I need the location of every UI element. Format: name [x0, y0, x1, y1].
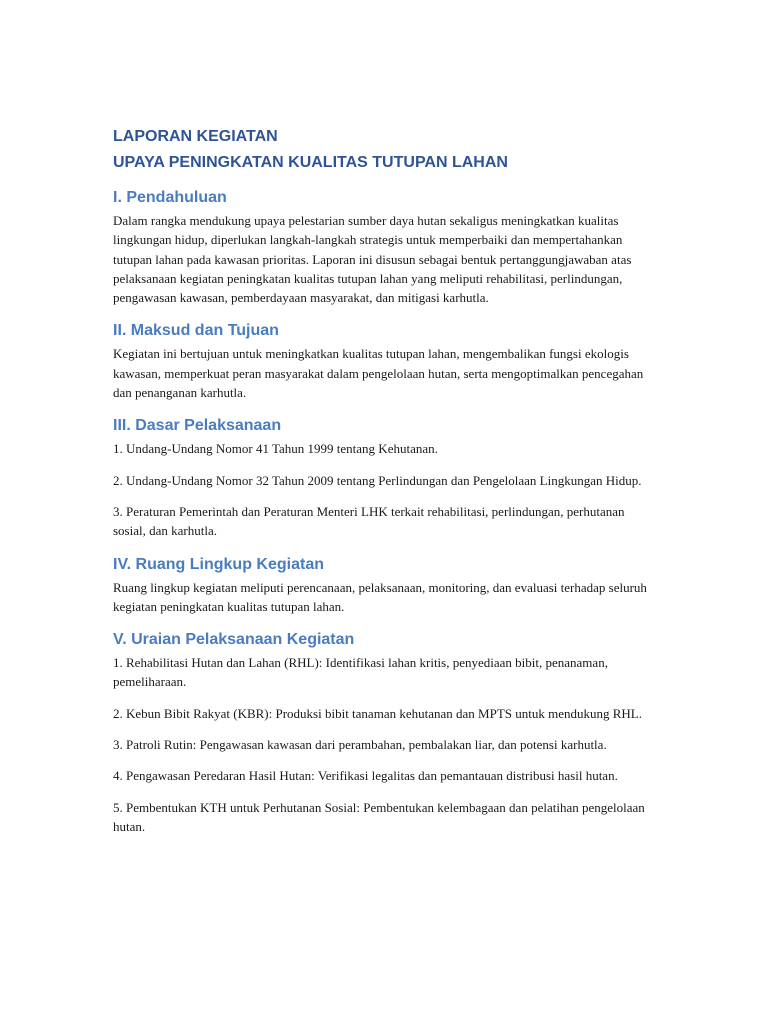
section-maksud-tujuan [113, 321, 648, 402]
list-item: 3. Patroli Rutin: Pengawasan kawasan dari perambahan, pembalakan liar, dan potensi karhutla. [113, 737, 607, 753]
list-item: 3. Peraturan Pemerintah dan Peraturan Menteri LHK terkait rehabilitasi, perlindungan, perhutanan sosial, dan karhutla. [113, 503, 625, 539]
title-line-2: UPAYA PENINGKATAN KUALITAS TUTUPAN LAHAN [113, 154, 508, 171]
section-heading: III. Dasar Pelaksanaan [113, 417, 282, 435]
section-heading: I. Pendahuluan [113, 189, 227, 206]
list-item: 1. Rehabilitasi Hutan dan Lahan (RHL): Identifikasi lahan kritis, penyediaan bibit, penanaman, pemeliharaan. [113, 655, 608, 690]
list-item: 4. Pengawasan Peredaran Hasil Hutan: Verifikasi legalitas dan pemantauan distribusi hasil hutan. [113, 768, 618, 784]
section-heading: II. Maksud dan Tujuan [113, 322, 279, 340]
section-paragraph: Dalam rangka mendukung upaya pelestarian sumber daya hutan sekaligus meningkatkan kualitas lingkungan hidup, diperlukan langkah-langkah strategis untuk memperbaiki dan mempertahankan tutupan lahan pada kawasan prioritas. Laporan ini disusun sebagai bentuk pertanggungjawaban atas pelaksanaan kegiatan peningkatan kualitas tutupan lahan yang meliputi rehabilitasi, perlindungan, pengawasan kawasan, pemberdayaan masyarakat, dan mitigasi karhutla. [113, 213, 632, 306]
list-item: 1. Undang-Undang Nomor 41 Tahun 1999 tentang Kehutanan. [113, 441, 438, 457]
list-item: 2. Undang-Undang Nomor 32 Tahun 2009 tentang Perlindungan dan Pengelolaan Lingkungan Hidup. [113, 472, 642, 488]
section-paragraph: Kegiatan ini bertujuan untuk meningkatkan kualitas tutupan lahan, mengembalikan fungsi ekologis kawasan, memperkuat peran masyarakat dalam pengelolaan hutan, serta mengoptimalkan pencegahan dan penanganan karhutla. [113, 346, 644, 401]
section-heading: V. Uraian Pelaksanaan Kegiatan [113, 631, 355, 649]
document-title [113, 124, 648, 176]
list-item: 2. Kebun Bibit Rakyat (KBR): Produksi bibit tanaman kehutanan dan MPTS untuk mendukung RHL. [113, 705, 642, 721]
section-uraian-pelaksanaan [113, 630, 648, 836]
list-item: 5. Pembentukan KTH untuk Perhutanan Sosial: Pembentukan kelembagaan dan pelatihan pengelolaan hutan. [113, 799, 645, 834]
section-heading: IV. Ruang Lingkup Kegiatan [113, 555, 324, 573]
section-dasar-pelaksanaan [113, 416, 648, 540]
section-ruang-lingkup [113, 555, 648, 617]
section-paragraph: Ruang lingkup kegiatan meliputi perencanaan, pelaksanaan, monitoring, dan evaluasi terhadap seluruh kegiatan peningkatan kualitas tutupan lahan. [113, 579, 647, 614]
section-pendahuluan [113, 188, 648, 307]
title-line-1: LAPORAN KEGIATAN [113, 128, 278, 145]
